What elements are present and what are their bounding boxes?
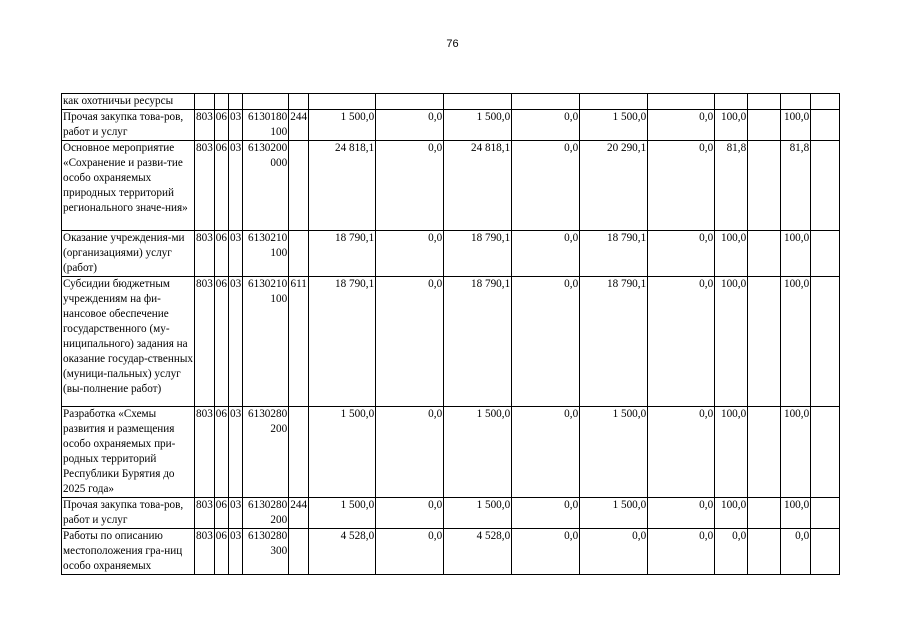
row-v7: 100,0 (715, 277, 748, 407)
row-name: как охотничьи ресурсы (62, 94, 195, 110)
table-row (62, 231, 840, 277)
row-vr (289, 407, 309, 498)
row-v9: 100,0 (781, 407, 811, 498)
table-row (62, 498, 840, 529)
row-v8 (748, 407, 781, 498)
row-pr: 03 (228, 498, 242, 529)
row-v8 (748, 277, 781, 407)
table-row (62, 529, 840, 575)
row-grbs: 803 (195, 498, 215, 529)
row-v9: 0,0 (781, 529, 811, 575)
row-v9 (781, 94, 811, 110)
page-number: 76 (446, 38, 459, 50)
row-pr: 03 (228, 231, 242, 277)
row-v7: 81,8 (715, 141, 748, 231)
row-v1: 1 500,0 (309, 110, 376, 141)
row-v8 (748, 94, 781, 110)
row-v7: 100,0 (715, 110, 748, 141)
row-vr: 611 (289, 277, 309, 407)
table-row (62, 94, 840, 110)
row-rz: 06 (214, 110, 228, 141)
row-v2 (376, 94, 444, 110)
row-vr: 244 (289, 110, 309, 141)
row-grbs: 803 (195, 231, 215, 277)
row-pr (228, 94, 242, 110)
row-v8 (748, 231, 781, 277)
table-row (62, 277, 840, 407)
row-name: Субсидии бюджетным учреждениям на фи-нансовое обеспечение государственного (му-ниципального) задания на оказание государ-ственных (муници-пальных) услуг (вы-полнение работ) (62, 277, 195, 407)
row-v2: 0,0 (376, 141, 444, 231)
row-v5 (580, 94, 648, 110)
row-grbs: 803 (195, 407, 215, 498)
row-v3: 4 528,0 (444, 529, 512, 575)
row-v4: 0,0 (512, 407, 580, 498)
row-v6: 0,0 (648, 110, 715, 141)
row-v6: 0,0 (648, 407, 715, 498)
row-vr: 244 (289, 498, 309, 529)
row-v3: 18 790,1 (444, 231, 512, 277)
row-v2: 0,0 (376, 231, 444, 277)
table-row (62, 407, 840, 498)
row-v1: 1 500,0 (309, 498, 376, 529)
row-v7: 100,0 (715, 498, 748, 529)
row-v4 (512, 94, 580, 110)
row-v6: 0,0 (648, 498, 715, 529)
row-v8 (748, 141, 781, 231)
row-v5: 0,0 (580, 529, 648, 575)
row-csr (243, 94, 289, 110)
row-v3 (444, 94, 512, 110)
budget-table (61, 93, 840, 575)
row-v1: 1 500,0 (309, 407, 376, 498)
row-csr: 6130180100 (243, 110, 289, 141)
row-v2: 0,0 (376, 498, 444, 529)
row-name: Работы по описанию местоположения гра-ниц особо охраняемых (62, 529, 195, 575)
row-pr: 03 (228, 529, 242, 575)
row-v4: 0,0 (512, 110, 580, 141)
row-rz: 06 (214, 407, 228, 498)
row-v5: 18 790,1 (580, 277, 648, 407)
row-blank (811, 277, 840, 407)
row-blank (811, 110, 840, 141)
row-v1: 18 790,1 (309, 277, 376, 407)
table-row (62, 110, 840, 141)
row-blank (811, 498, 840, 529)
row-csr: 6130280200 (243, 407, 289, 498)
row-rz: 06 (214, 277, 228, 407)
row-csr: 6130280300 (243, 529, 289, 575)
row-vr (289, 529, 309, 575)
row-v6: 0,0 (648, 529, 715, 575)
row-grbs: 803 (195, 110, 215, 141)
row-v7: 100,0 (715, 407, 748, 498)
row-v9: 100,0 (781, 110, 811, 141)
row-v6: 0,0 (648, 231, 715, 277)
row-v9: 100,0 (781, 277, 811, 407)
row-rz: 06 (214, 141, 228, 231)
row-name: Оказание учреждения-ми (организациями) услуг (работ) (62, 231, 195, 277)
row-v6: 0,0 (648, 141, 715, 231)
row-pr: 03 (228, 141, 242, 231)
row-v4: 0,0 (512, 277, 580, 407)
row-name: Разработка «Схемы развития и размещения особо охраняемых при-родных территорий Республики Бурятия до 2025 года» (62, 407, 195, 498)
row-pr: 03 (228, 277, 242, 407)
row-grbs: 803 (195, 141, 215, 231)
row-v2: 0,0 (376, 110, 444, 141)
row-v1: 4 528,0 (309, 529, 376, 575)
row-grbs: 803 (195, 529, 215, 575)
row-pr: 03 (228, 110, 242, 141)
row-v5: 20 290,1 (580, 141, 648, 231)
row-blank (811, 529, 840, 575)
row-v7: 0,0 (715, 529, 748, 575)
row-v8 (748, 110, 781, 141)
row-v5: 18 790,1 (580, 231, 648, 277)
row-v9: 100,0 (781, 498, 811, 529)
row-rz (214, 94, 228, 110)
row-grbs: 803 (195, 277, 215, 407)
row-v8 (748, 529, 781, 575)
row-csr: 6130210100 (243, 231, 289, 277)
row-csr: 6130210100 (243, 277, 289, 407)
row-name: Основное мероприятие «Сохранение и разви-тие особо охраняемых природных территорий регионального значе-ния» (62, 141, 195, 231)
row-grbs (195, 94, 215, 110)
table-row (62, 141, 840, 231)
row-v1: 18 790,1 (309, 231, 376, 277)
row-blank (811, 231, 840, 277)
row-vr (289, 141, 309, 231)
row-v2: 0,0 (376, 529, 444, 575)
row-v5: 1 500,0 (580, 498, 648, 529)
row-blank (811, 407, 840, 498)
row-rz: 06 (214, 529, 228, 575)
row-v3: 18 790,1 (444, 277, 512, 407)
row-v6 (648, 94, 715, 110)
row-v2: 0,0 (376, 277, 444, 407)
row-v9: 100,0 (781, 231, 811, 277)
row-v3: 24 818,1 (444, 141, 512, 231)
row-name: Прочая закупка това-ров, работ и услуг (62, 110, 195, 141)
row-v4: 0,0 (512, 529, 580, 575)
row-v3: 1 500,0 (444, 407, 512, 498)
row-rz: 06 (214, 231, 228, 277)
row-v3: 1 500,0 (444, 498, 512, 529)
row-v1: 24 818,1 (309, 141, 376, 231)
row-blank (811, 94, 840, 110)
row-v4: 0,0 (512, 498, 580, 529)
row-v9: 81,8 (781, 141, 811, 231)
row-blank (811, 141, 840, 231)
row-v5: 1 500,0 (580, 110, 648, 141)
row-csr: 6130280200 (243, 498, 289, 529)
row-v7: 100,0 (715, 231, 748, 277)
row-v7 (715, 94, 748, 110)
row-v5: 1 500,0 (580, 407, 648, 498)
row-csr: 6130200000 (243, 141, 289, 231)
row-v8 (748, 498, 781, 529)
row-v1 (309, 94, 376, 110)
row-vr (289, 231, 309, 277)
row-v2: 0,0 (376, 407, 444, 498)
row-v4: 0,0 (512, 141, 580, 231)
row-vr (289, 94, 309, 110)
row-v4: 0,0 (512, 231, 580, 277)
row-v3: 1 500,0 (444, 110, 512, 141)
row-rz: 06 (214, 498, 228, 529)
row-v6: 0,0 (648, 277, 715, 407)
row-pr: 03 (228, 407, 242, 498)
row-name: Прочая закупка това-ров, работ и услуг (62, 498, 195, 529)
